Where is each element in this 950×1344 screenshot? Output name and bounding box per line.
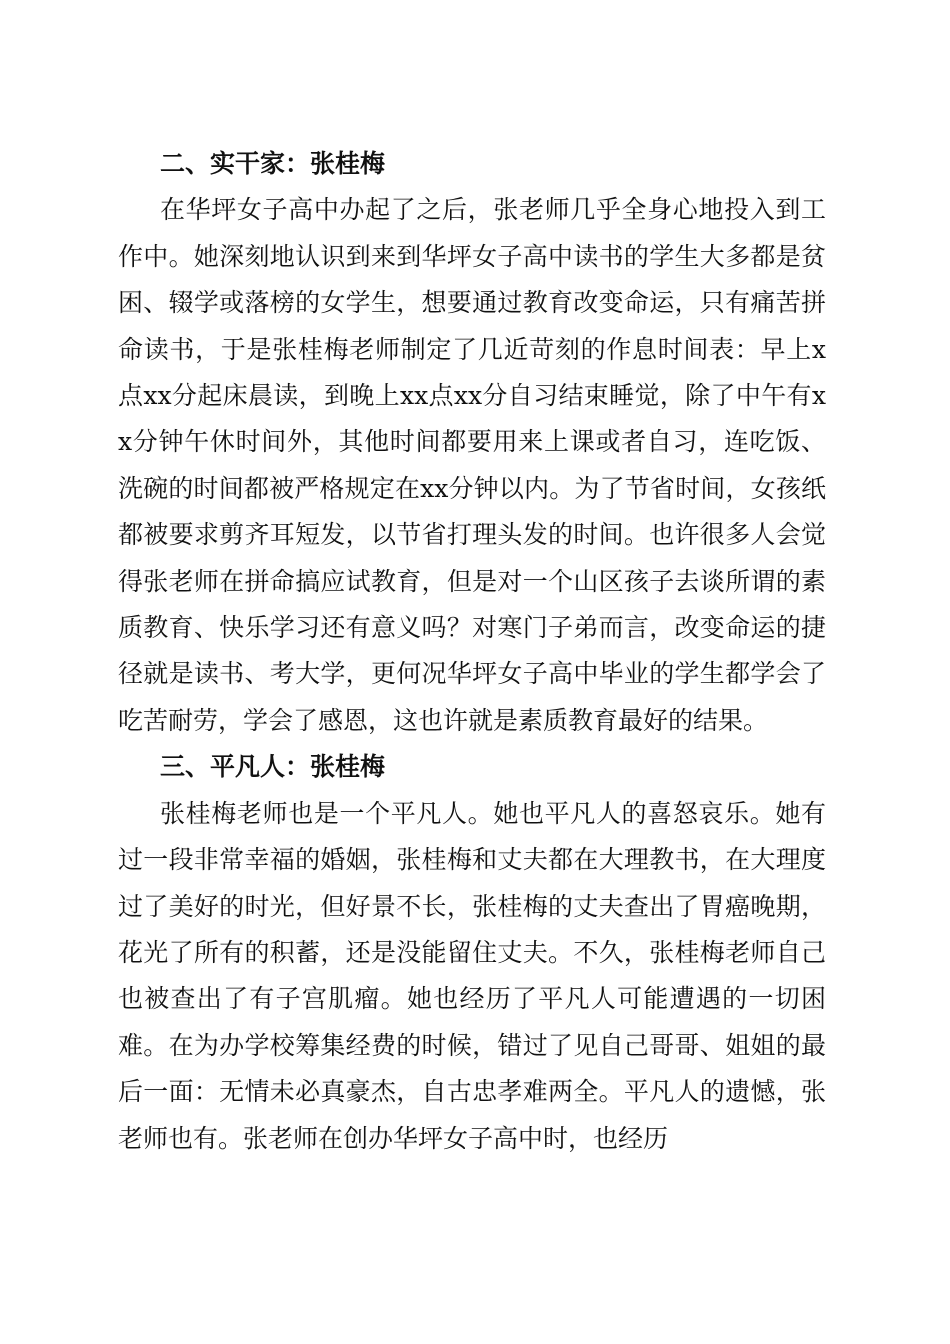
document-body (118, 141, 826, 1162)
section-paragraph-pingfan: 张桂梅老师也是一个平凡人。她也平凡人的喜怒哀乐。她有过一段非常幸福的婚姻，张桂梅和丈夫都在大理教书，在大理度过了美好的时光，但好景不长，张桂梅的丈夫查出了胃癌晚期，花光了所有的积蓄，还是没能留住丈夫。不久，张桂梅老师自己也被查出了有子宫肌瘤。她也经历了平凡人可能遭遇的一切困难。在为办学校筹集经费的时候，错过了见自己哥哥、姐姐的最后一面：无情未必真豪杰，自古忠孝难两全。平凡人的遗憾，张老师也有。张老师在创办华坪女子高中时，也经历 (118, 798, 826, 1153)
section-heading-shigan: 二、实干家：张桂梅 (160, 149, 386, 178)
section-paragraph-shigan: 在华坪女子高中办起了之后，张老师几乎全身心地投入到工作中。她深刻地认识到来到华坪女子高中读书的学生大多都是贫困、辍学或落榜的女学生，想要通过教育改变命运，只有痛苦拼命读书，于是张桂梅老师制定了几近苛刻的作息时间表：早上x点xx分起床晨读，到晚上xx点xx分自习结束睡觉，除了中午有xx分钟午休时间外，其他时间都要用来上课或者自习，连吃饭、洗碗的时间都被严格规定在xx分钟以内。为了节省时间，女孩纸都被要求剪齐耳短发，以节省打理头发的时间。也许很多人会觉得张老师在拼命搞应试教育，但是对一个山区孩子去谈所谓的素质教育、快乐学习还有意义吗？对寒门子弟而言，改变命运的捷径就是读书、考大学，更何况华坪女子高中毕业的学生都学会了吃苦耐劳，学会了感恩，这也许就是素质教育最好的结果。 (118, 195, 826, 735)
section-heading-pingfan: 三、平凡人：张桂梅 (160, 752, 386, 782)
